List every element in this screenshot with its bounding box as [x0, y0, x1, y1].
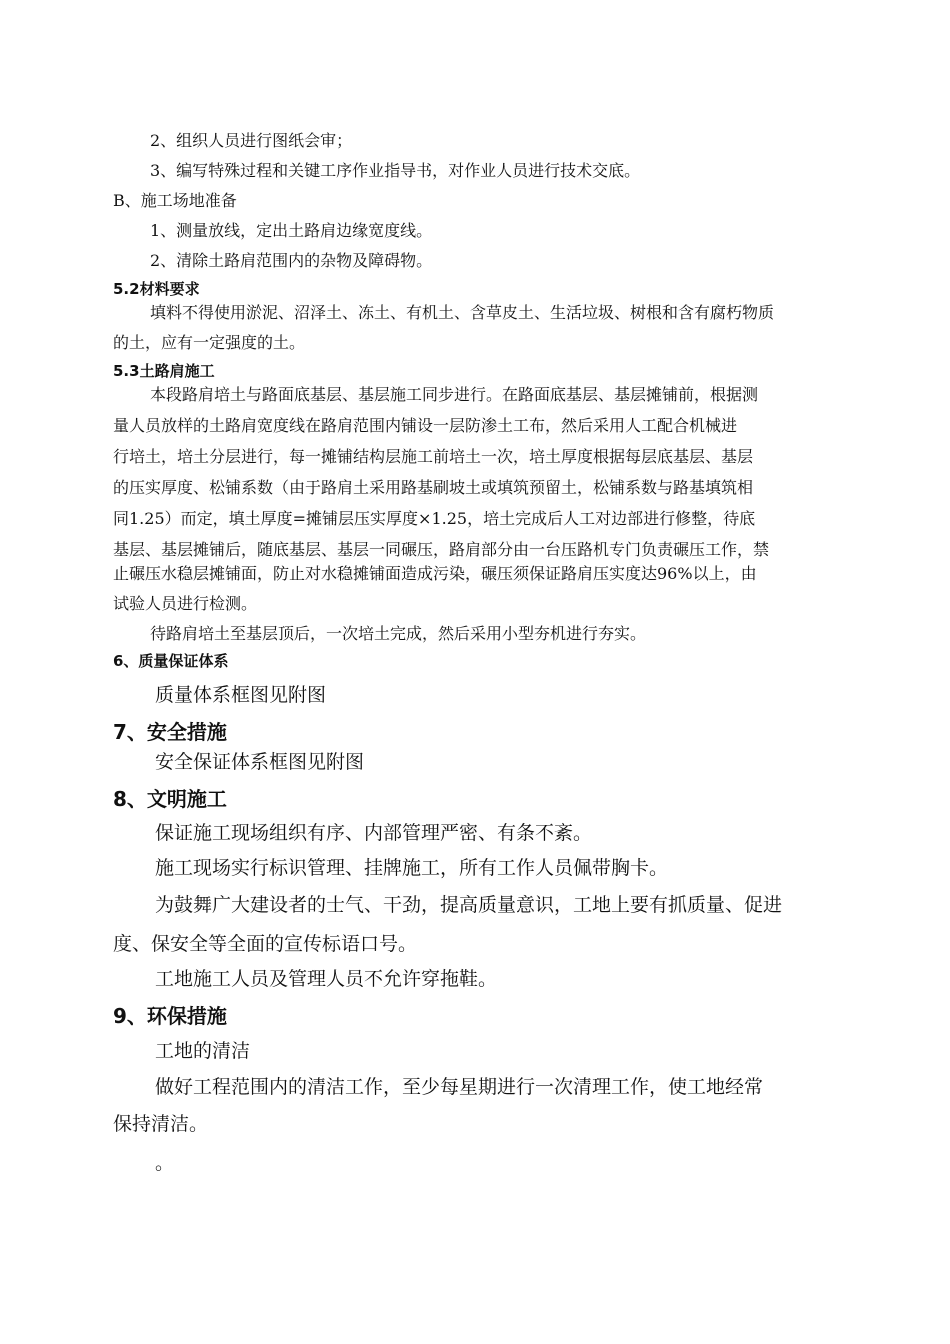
section-7-text: 安全保证体系框图见附图 — [155, 751, 365, 773]
prep-item-2: 2、组织人员进行图纸会审； — [150, 131, 353, 150]
paragraph-line: 保证施工现场组织有序、内部管理严密、有条不紊。 — [155, 822, 593, 844]
paragraph-line: 施工现场实行标识管理、挂牌施工，所有工作人员佩带胸卡。 — [155, 857, 669, 879]
trailing-mark: 。 — [155, 1152, 175, 1174]
paragraph-line: 填料不得使用淤泥、沼泽土、冻土、有机土、含草皮土、生活垃圾、树根和含有腐朽物质 — [150, 303, 775, 322]
paragraph-line: 行培土，培土分层进行，每一摊铺结构层施工前培土一次，培土厚度根据每层底基层、基层 — [113, 447, 754, 466]
site-prep-heading: B、施工场地准备 — [113, 191, 237, 210]
section-6-text: 质量体系框图见附图 — [155, 684, 327, 706]
paragraph-line: 待路肩培土至基层顶后，一次培土完成，然后采用小型夯机进行夯实。 — [150, 624, 647, 643]
section-8-heading: 8、文明施工 — [113, 787, 227, 811]
paragraph-line: 的土，应有一定强度的土。 — [113, 333, 306, 352]
paragraph-line: 的压实厚度、松铺系数（由于路肩土采用路基刷坡土或填筑预留土，松铺系数与路基填筑相 — [113, 478, 754, 497]
section-6-heading: 6、质量保证体系 — [113, 652, 229, 670]
paragraph-line: 量人员放样的土路肩宽度线在路肩范围内铺设一层防渗土工布，然后采用人工配合机械进 — [113, 416, 738, 435]
prep-item-3: 3、编写特殊过程和关键工序作业指导书，对作业人员进行技术交底。 — [150, 161, 641, 180]
paragraph-line: 度、保安全等全面的宣传标语口号。 — [113, 933, 418, 955]
section-5-2-heading: 5.2材料要求 — [113, 280, 200, 298]
paragraph-line: 做好工程范围内的清洁工作，至少每星期进行一次清理工作，使工地经常 — [155, 1076, 764, 1098]
section-5-3-heading: 5.3土路肩施工 — [113, 362, 215, 380]
paragraph-line: 止碾压水稳层摊铺面，防止对水稳摊铺面造成污染，碾压须保证路肩压实度达96%以上，由 — [113, 564, 757, 583]
paragraph-line: 工地施工人员及管理人员不允许穿拖鞋。 — [155, 968, 498, 990]
section-7-heading: 7、安全措施 — [113, 720, 227, 744]
paragraph-line: 保持清洁。 — [113, 1113, 209, 1135]
section-9-subheading: 工地的清洁 — [155, 1040, 251, 1062]
paragraph-line: 试验人员进行检测。 — [113, 594, 258, 613]
paragraph-line: 本段路肩培土与路面底基层、基层施工同步进行。在路面底基层、基层摊铺前，根据测 — [150, 385, 759, 404]
site-prep-item-1: 1、测量放线，定出土路肩边缘宽度线。 — [150, 221, 433, 240]
paragraph-line: 同1.25）而定，填土厚度=摊铺层压实厚度×1.25，培土完成后人工对边部进行修整，待底 — [113, 509, 756, 528]
paragraph-line: 为鼓舞广大建设者的士气、干劲，提高质量意识，工地上要有抓质量、促进 — [155, 894, 783, 916]
site-prep-item-2: 2、清除土路肩范围内的杂物及障碍物。 — [150, 251, 433, 270]
paragraph-line: 基层、基层摊铺后，随底基层、基层一同碾压，路肩部分由一台压路机专门负责碾压工作，禁 — [113, 540, 770, 559]
section-9-heading: 9、环保措施 — [113, 1004, 227, 1028]
